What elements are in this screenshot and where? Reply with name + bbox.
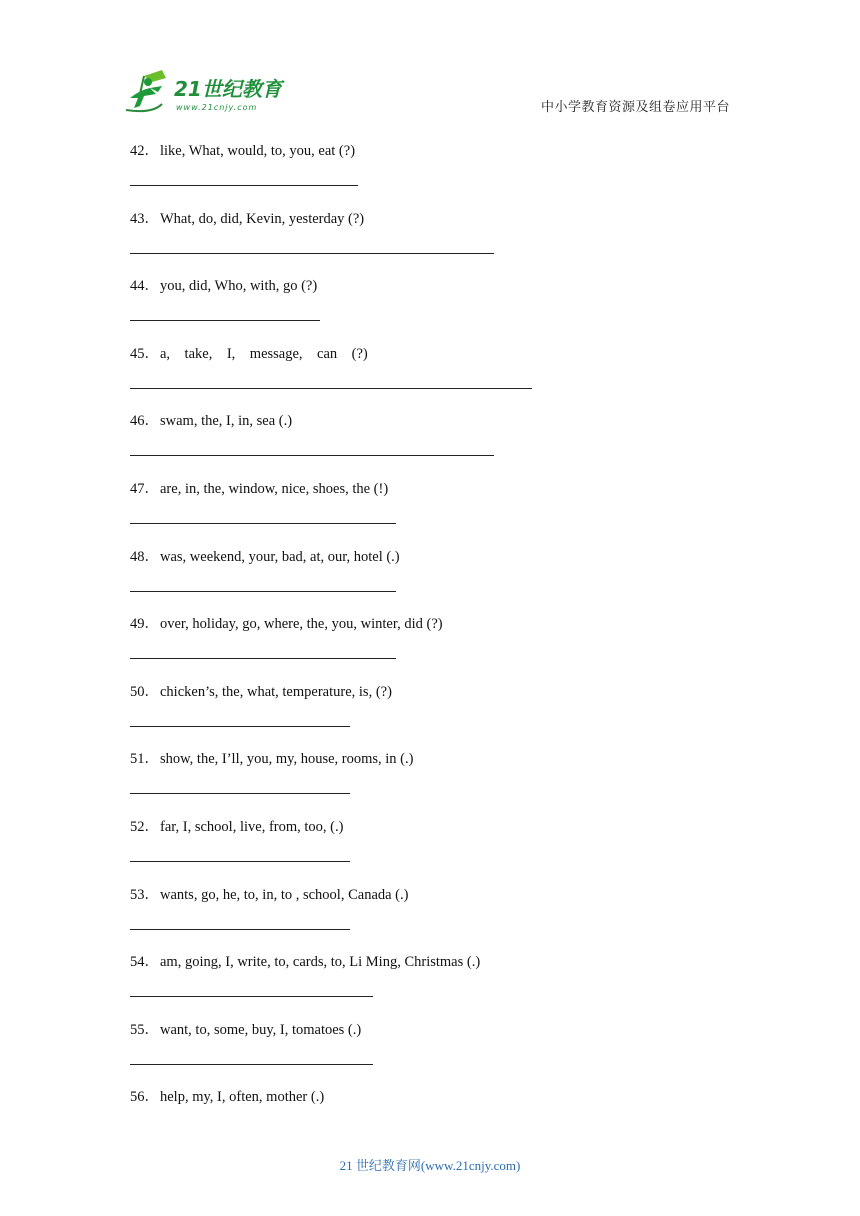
logo-subtext: www.21cnjy.com bbox=[176, 103, 258, 112]
platform-title: 中小学教育资源及组卷应用平台 bbox=[540, 100, 730, 115]
question-item bbox=[130, 1085, 324, 1106]
question-number: 44． bbox=[130, 278, 159, 295]
question-item bbox=[130, 1018, 361, 1039]
question-item bbox=[130, 409, 292, 430]
question-text: chicken’s, the, what, temperature, is, (?) bbox=[160, 683, 392, 700]
question-text: swam, the, I, in, sea (.) bbox=[160, 413, 293, 430]
question-item bbox=[130, 612, 443, 633]
answer-line[interactable] bbox=[130, 726, 350, 727]
question-number: 51． bbox=[130, 751, 159, 768]
question-item bbox=[130, 477, 388, 498]
question-number: 45． bbox=[130, 345, 159, 362]
question-text: show, the, I’ll, you, my, house, rooms, in (.) bbox=[160, 751, 414, 768]
answer-line[interactable] bbox=[130, 388, 532, 389]
question-item bbox=[130, 815, 343, 836]
question-number: 49． bbox=[130, 616, 159, 633]
logo-runner-icon bbox=[122, 68, 292, 116]
question-number: 54． bbox=[130, 954, 159, 971]
question-item bbox=[130, 747, 413, 768]
question-text: was, weekend, your, bad, at, our, hotel (.) bbox=[160, 548, 400, 565]
answer-line[interactable] bbox=[130, 523, 396, 524]
answer-line[interactable] bbox=[130, 929, 350, 930]
question-number: 52． bbox=[130, 819, 159, 835]
logo-text: 21世纪教育 bbox=[174, 77, 282, 101]
answer-line[interactable] bbox=[130, 861, 350, 862]
question-number: 46． bbox=[130, 413, 159, 430]
question-number: 47． bbox=[130, 481, 159, 497]
question-text: like, What, would, to, you, eat (?) bbox=[160, 143, 356, 159]
question-item bbox=[130, 274, 317, 295]
question-item bbox=[130, 545, 400, 566]
answer-line[interactable] bbox=[130, 793, 350, 794]
logo bbox=[122, 68, 292, 116]
question-number: 48． bbox=[130, 548, 159, 565]
footer-text: 21 世纪教育网(www.21cnjy.com) bbox=[339, 1158, 521, 1173]
question-text: am, going, I, write, to, cards, to, Li Ming, Christmas (.) bbox=[160, 954, 481, 971]
page-header bbox=[0, 0, 860, 130]
question-number: 42． bbox=[130, 143, 159, 159]
question-text: What, do, did, Kevin, yesterday (?) bbox=[160, 210, 365, 227]
question-number: 53． bbox=[130, 886, 159, 903]
question-item bbox=[130, 883, 408, 904]
answer-line[interactable] bbox=[130, 591, 396, 592]
page-footer bbox=[0, 1155, 860, 1174]
question-item bbox=[130, 207, 364, 228]
question-text: a, take, I, message, can (?) bbox=[160, 345, 368, 362]
answer-line[interactable] bbox=[130, 1064, 373, 1065]
question-item bbox=[130, 950, 480, 971]
question-text: are, in, the, window, nice, shoes, the (!) bbox=[160, 481, 389, 497]
answer-line[interactable] bbox=[130, 253, 494, 254]
answer-line[interactable] bbox=[130, 996, 373, 997]
answer-line[interactable] bbox=[130, 320, 320, 321]
question-number: 43． bbox=[130, 210, 159, 227]
question-text: want, to, some, buy, I, tomatoes (.) bbox=[160, 1021, 362, 1038]
question-text: you, did, Who, with, go (?) bbox=[160, 278, 318, 295]
question-number: 55． bbox=[130, 1021, 159, 1038]
question-text: wants, go, he, to, in, to , school, Canada (.) bbox=[160, 886, 409, 903]
question-text: over, holiday, go, where, the, you, winter, did (?) bbox=[160, 616, 443, 633]
question-item bbox=[130, 139, 355, 160]
question-item bbox=[130, 342, 368, 363]
answer-line[interactable] bbox=[130, 455, 494, 456]
answer-line[interactable] bbox=[130, 658, 396, 659]
question-text: far, I, school, live, from, too, (.) bbox=[160, 819, 344, 835]
question-text: help, my, I, often, mother (.) bbox=[160, 1089, 325, 1106]
question-number: 50． bbox=[130, 683, 159, 700]
question-number: 56． bbox=[130, 1089, 159, 1106]
question-item bbox=[130, 680, 392, 701]
answer-line[interactable] bbox=[130, 185, 358, 186]
